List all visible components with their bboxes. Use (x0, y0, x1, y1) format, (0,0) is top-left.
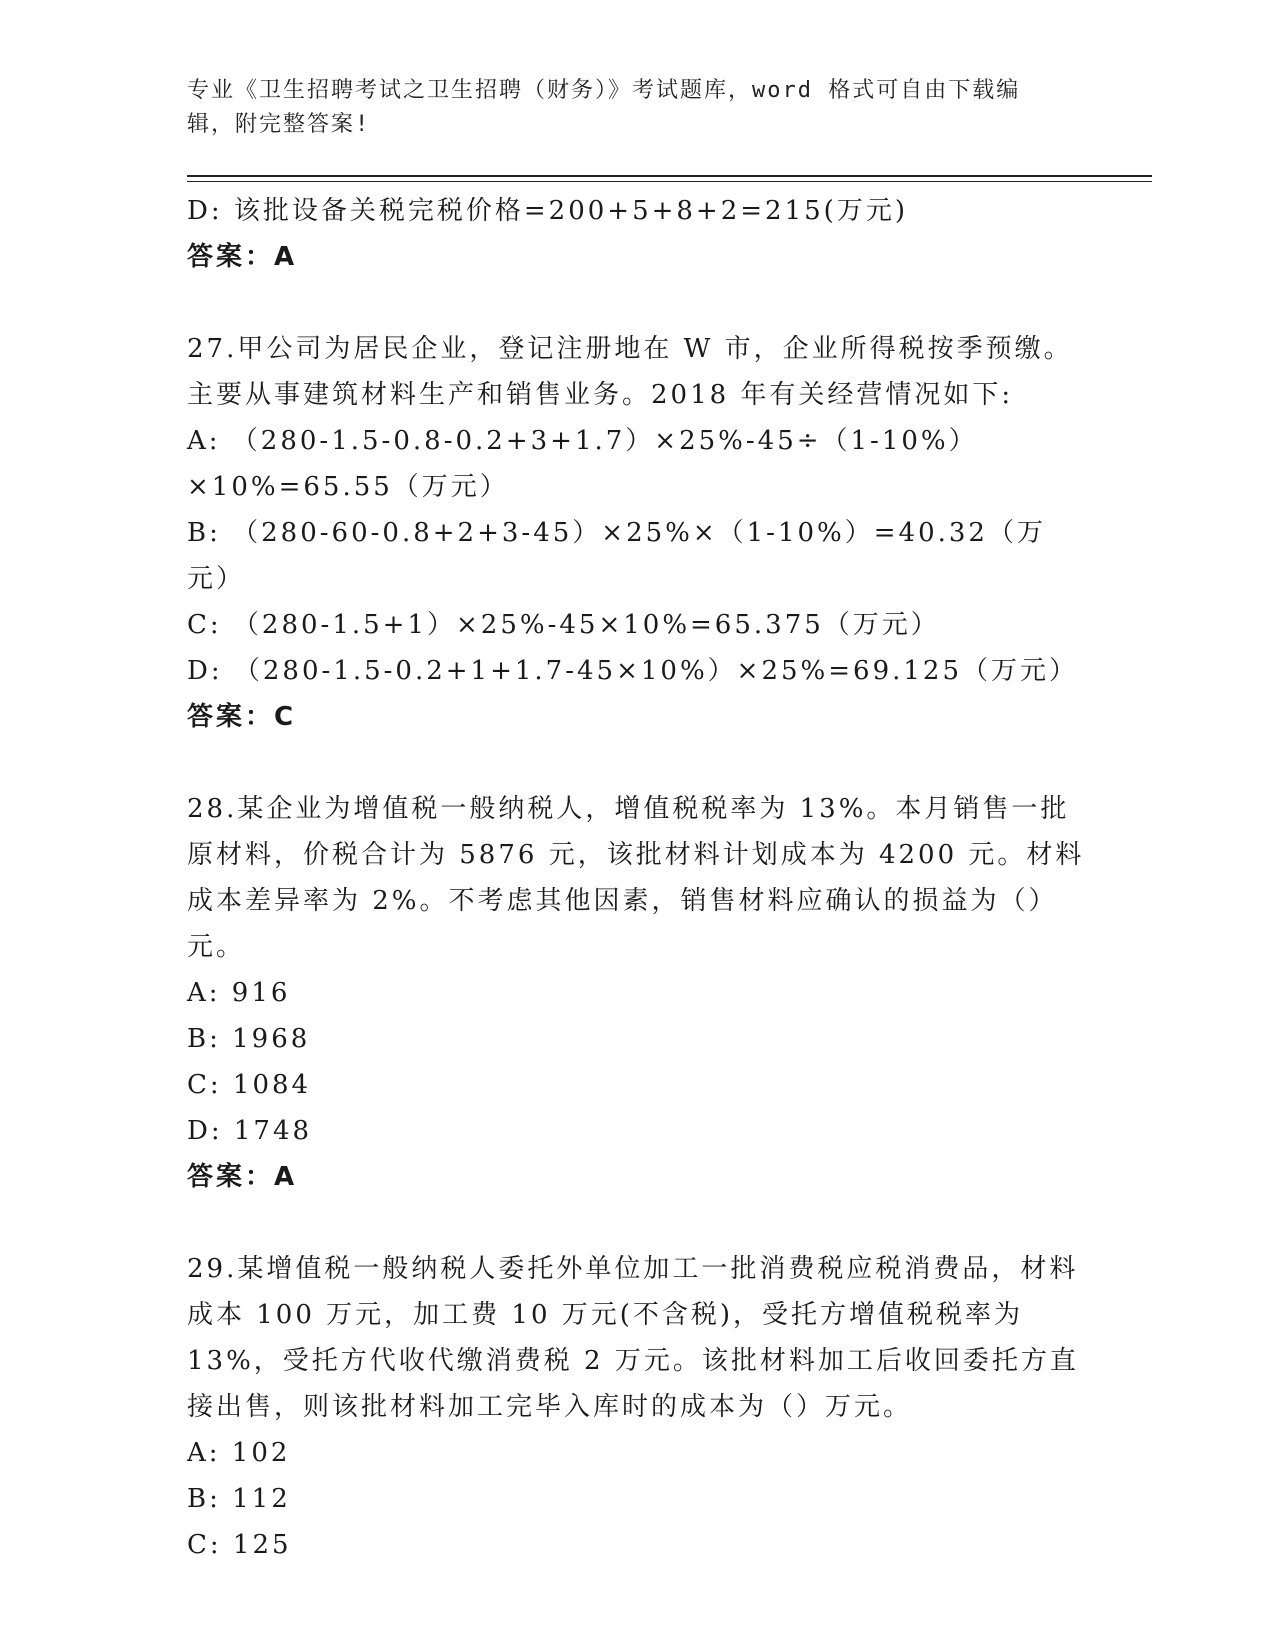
document-header: 专业《卫生招聘考试之卫生招聘（财务）》考试题库，word 格式可自由下载编辑，附完整答案! (187, 78, 1021, 137)
q29-option-b: B: 112 (187, 1484, 291, 1514)
q28-option-c: C: 1084 (187, 1070, 312, 1100)
q28-answer: 答案：A (187, 1162, 298, 1192)
q28-option-b: B: 1968 (187, 1024, 311, 1054)
q28-option-d: D: 1748 (187, 1116, 313, 1146)
q27-option-d: D: （280-1.5-0.2+1+1.7-45×10%）×25%=69.125（万元） (187, 656, 1079, 686)
q26-answer: 答案：A (187, 242, 298, 272)
q27-option-c: C: （280-1.5+1）×25%-45×10%=65.375（万元） (187, 610, 940, 640)
spacer (187, 740, 1087, 786)
q29-option-c: C: 125 (187, 1530, 292, 1560)
q27-option-a: A: （280-1.5-0.8-0.2+3+1.7）×25%-45÷（1-10%）×10%=65.55（万元） (187, 426, 978, 502)
q28-question: 28.某企业为增值税一般纳税人，增值税税率为 13%。本月销售一批原材料，价税合计为 5876 元，该批材料计划成本为 4200 元。材料成本差异率为 2%。不考虑其他因素，销售材料应确认的损益为（）元。 (187, 794, 1085, 962)
q27-answer: 答案：C (187, 702, 297, 732)
spacer (187, 1200, 1087, 1246)
header-rule-thick (187, 175, 1152, 177)
q28-option-a: A: 916 (187, 978, 291, 1008)
document-body (187, 188, 1087, 1568)
q26-option-d: D: 该批设备关税完税价格=200+5+8+2=215(万元) (187, 196, 908, 226)
q29-option-a: A: 102 (187, 1438, 291, 1468)
q29-question: 29.某增值税一般纳税人委托外单位加工一批消费税应税消费品，材料成本 100 万元，加工费 10 万元(不含税)，受托方增值税税率为 13%，受托方代收代缴消费税 2 万元。该批材料加工后收回委托方直接出售，则该批材料加工完毕入库时的成本为（）万元。 (187, 1254, 1079, 1422)
q27-option-b: B: （280-60-0.8+2+3-45）×25%×（1-10%）=40.32（万元） (187, 518, 1046, 594)
q27-question: 27.甲公司为居民企业，登记注册地在 W 市，企业所得税按季预缴。主要从事建筑材料生产和销售业务。2018 年有关经营情况如下: (187, 334, 1073, 410)
header-rule-thin (187, 181, 1152, 182)
spacer (187, 280, 1087, 326)
